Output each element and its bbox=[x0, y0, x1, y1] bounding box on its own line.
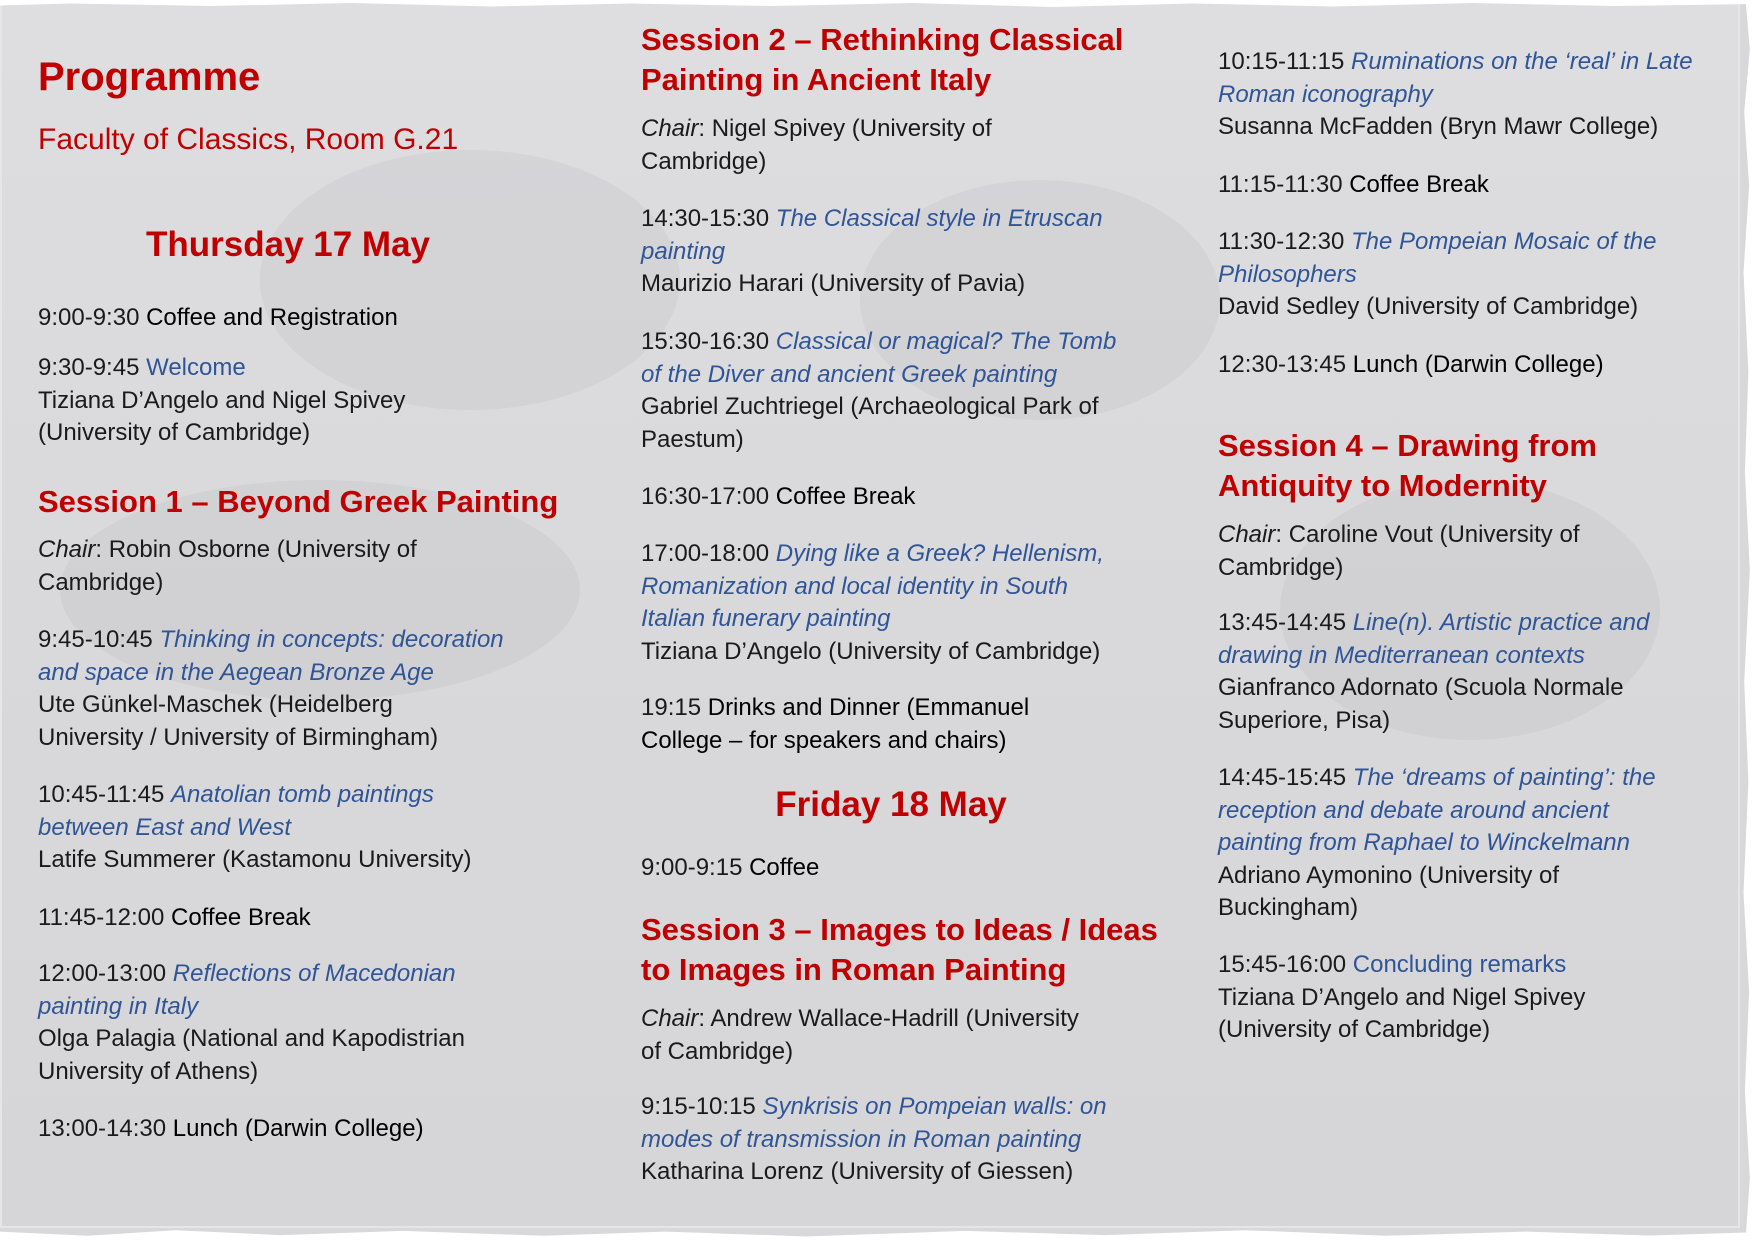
chair-affiliation: Cambridge) bbox=[38, 568, 164, 596]
programme-item bbox=[641, 481, 1161, 514]
chair-name: : Andrew Wallace-Hadrill (University bbox=[698, 1005, 1079, 1032]
talk-title: Classical or magical? The Tomb bbox=[775, 328, 1117, 355]
item-speaker: Buckingham) bbox=[1218, 894, 1359, 921]
item-speaker: Olga Palagia (National and Kapodistrian bbox=[38, 1025, 465, 1052]
talk-title: reception and debate around ancient bbox=[1218, 796, 1609, 824]
day-heading-thursday: Thursday 17 May bbox=[146, 225, 430, 264]
programme-item bbox=[1218, 169, 1728, 202]
chair-affiliation: Cambridge) bbox=[641, 147, 767, 175]
chair-label: Chair bbox=[641, 115, 699, 142]
session-4-heading: Session 4 – Drawing from bbox=[1218, 428, 1597, 463]
item-speaker: David Sedley (University of Cambridge) bbox=[1218, 293, 1639, 320]
programme-item bbox=[641, 203, 1161, 301]
item-event: Lunch (Darwin College) bbox=[172, 1115, 424, 1142]
talk-title: painting bbox=[641, 237, 726, 265]
item-time: 9:30-9:45 bbox=[38, 354, 140, 381]
programme-item bbox=[1218, 349, 1728, 382]
session-3-heading: Session 3 – Images to Ideas / Ideas bbox=[641, 912, 1158, 947]
programme-item bbox=[641, 538, 1161, 668]
session-chair bbox=[1218, 519, 1728, 584]
talk-title: drawing in Mediterranean contexts bbox=[1218, 641, 1585, 669]
programme-item bbox=[1218, 46, 1728, 144]
item-speaker: University of Athens) bbox=[38, 1057, 259, 1085]
torn-edge-right bbox=[1740, 0, 1754, 1240]
item-event: Coffee Break bbox=[775, 483, 916, 510]
chair-name: : Robin Osborne (University of bbox=[95, 536, 417, 563]
programme-item bbox=[1218, 949, 1728, 1047]
item-time: 9:15-10:15 bbox=[641, 1093, 756, 1120]
programme-item bbox=[38, 624, 578, 754]
item-time: 10:15-11:15 bbox=[1218, 48, 1345, 75]
page-title: Programme bbox=[38, 55, 261, 99]
day-heading-friday: Friday 18 May bbox=[775, 785, 1007, 824]
talk-title: Dying like a Greek? Hellenism, bbox=[775, 540, 1104, 567]
item-speaker: Maurizio Harari (University of Pavia) bbox=[641, 270, 1026, 297]
item-event: Lunch (Darwin College) bbox=[1352, 351, 1604, 378]
chair-name: : Nigel Spivey (University of bbox=[698, 115, 992, 142]
chair-label: Chair bbox=[38, 536, 96, 563]
talk-title: painting from Raphael to Winckelmann bbox=[1218, 829, 1630, 856]
item-time: 14:30-15:30 bbox=[641, 205, 770, 232]
programme-item bbox=[1218, 226, 1728, 324]
talk-title: of the Diver and ancient Greek painting bbox=[641, 360, 1058, 388]
item-time: 17:00-18:00 bbox=[641, 540, 770, 567]
programme-item bbox=[38, 958, 578, 1088]
item-time: 11:30-12:30 bbox=[1218, 228, 1345, 255]
item-time: 15:30-16:30 bbox=[641, 328, 770, 355]
session-chair bbox=[641, 113, 1161, 178]
item-time: 12:30-13:45 bbox=[1218, 351, 1347, 378]
talk-title: Thinking in concepts: decoration bbox=[159, 626, 504, 653]
chair-label: Chair bbox=[1218, 521, 1276, 548]
talk-title: painting in Italy bbox=[38, 992, 199, 1020]
talk-title: Line(n). Artistic practice and bbox=[1352, 609, 1650, 636]
talk-title: modes of transmission in Roman painting bbox=[641, 1125, 1082, 1153]
talk-title: The Pompeian Mosaic of the bbox=[1351, 228, 1657, 255]
item-time: 9:00-9:30 bbox=[38, 304, 140, 331]
programme-item bbox=[38, 302, 578, 335]
item-speaker: Gabriel Zuchtriegel (Archaeological Park of bbox=[641, 393, 1099, 420]
item-time: 13:45-14:45 bbox=[1218, 609, 1347, 636]
talk-title: between East and West bbox=[38, 813, 292, 841]
session-3-heading: to Images in Roman Painting bbox=[641, 952, 1067, 987]
item-time: 14:45-15:45 bbox=[1218, 764, 1347, 791]
programme-item bbox=[641, 1091, 1161, 1189]
item-event: Drinks and Dinner (Emmanuel bbox=[707, 694, 1030, 721]
item-speaker: Ute Günkel-Maschek (Heidelberg bbox=[38, 691, 393, 718]
programme-item bbox=[38, 352, 578, 450]
item-speaker: Tiziana D’Angelo and Nigel Spivey bbox=[1218, 983, 1586, 1011]
item-time: 11:15-11:30 bbox=[1218, 171, 1343, 198]
programme-item bbox=[641, 852, 1161, 885]
talk-title: Anatolian tomb paintings bbox=[171, 781, 434, 808]
talk-title: Synkrisis on Pompeian walls: on bbox=[762, 1093, 1107, 1120]
item-speaker: (University of Cambridge) bbox=[1218, 1016, 1491, 1043]
chair-affiliation: Cambridge) bbox=[1218, 553, 1344, 581]
item-speaker: Adriano Aymonino (University of bbox=[1218, 861, 1560, 889]
item-event: Coffee Break bbox=[171, 904, 311, 931]
talk-title: Ruminations on the ‘real’ in Late bbox=[1351, 48, 1693, 75]
session-chair bbox=[38, 534, 578, 599]
talk-title: Italian funerary painting bbox=[641, 605, 891, 632]
item-event: Coffee bbox=[749, 854, 820, 881]
item-time: 9:00-9:15 bbox=[641, 854, 743, 881]
session-chair bbox=[641, 1003, 1161, 1068]
talk-title: and space in the Aegean Bronze Age bbox=[38, 658, 434, 686]
item-speaker: Latife Summerer (Kastamonu University) bbox=[38, 846, 472, 873]
talk-title: The Classical style in Etruscan bbox=[775, 205, 1103, 232]
item-event: College – for speakers and chairs) bbox=[641, 726, 1007, 754]
programme-item bbox=[641, 326, 1161, 456]
item-speaker: Katharina Lorenz (University of Giessen) bbox=[641, 1158, 1074, 1185]
chair-affiliation: of Cambridge) bbox=[641, 1037, 794, 1065]
item-time: 10:45-11:45 bbox=[38, 781, 165, 808]
item-time: 11:45-12:00 bbox=[38, 904, 165, 931]
item-speaker: (University of Cambridge) bbox=[38, 419, 311, 446]
item-speaker: Superiore, Pisa) bbox=[1218, 706, 1391, 734]
talk-title: Romanization and local identity in South bbox=[641, 572, 1068, 600]
talk-title: Philosophers bbox=[1218, 260, 1357, 288]
torn-edge-bottom bbox=[0, 1226, 1754, 1240]
item-time: 13:00-14:30 bbox=[38, 1115, 167, 1142]
item-event: Coffee Break bbox=[1349, 171, 1489, 198]
programme-item bbox=[1218, 762, 1728, 925]
item-speaker: Tiziana D’Angelo and Nigel Spivey bbox=[38, 386, 406, 414]
talk-title: Reflections of Macedonian bbox=[172, 960, 456, 987]
session-2-heading: Painting in Ancient Italy bbox=[641, 62, 992, 97]
item-speaker: Tiziana D’Angelo (University of Cambridge) bbox=[641, 637, 1101, 665]
programme-item bbox=[38, 1113, 578, 1146]
item-time: 16:30-17:00 bbox=[641, 483, 770, 510]
chair-label: Chair bbox=[641, 1005, 699, 1032]
programme-item bbox=[1218, 607, 1728, 737]
venue: Faculty of Classics, Room G.21 bbox=[38, 123, 459, 156]
item-time: 12:00-13:00 bbox=[38, 960, 167, 987]
programme-item bbox=[38, 902, 578, 935]
item-speaker: Susanna McFadden (Bryn Mawr College) bbox=[1218, 113, 1659, 140]
item-event: Welcome bbox=[146, 354, 246, 381]
session-2-heading: Session 2 – Rethinking Classical bbox=[641, 22, 1124, 57]
item-speaker: Gianfranco Adornato (Scuola Normale bbox=[1218, 674, 1624, 701]
item-speaker: University / University of Birmingham) bbox=[38, 723, 439, 751]
programme-item bbox=[641, 692, 1161, 757]
item-time: 19:15 bbox=[641, 694, 702, 721]
item-time: 9:45-10:45 bbox=[38, 626, 153, 653]
talk-title: Roman iconography bbox=[1218, 80, 1433, 108]
chair-name: : Caroline Vout (University of bbox=[1275, 521, 1580, 548]
session-4-heading: Antiquity to Modernity bbox=[1218, 468, 1547, 503]
session-1-heading: Session 1 – Beyond Greek Painting bbox=[38, 484, 559, 519]
item-speaker: Paestum) bbox=[641, 425, 744, 453]
item-time: 15:45-16:00 bbox=[1218, 951, 1347, 978]
talk-title: The ‘dreams of painting’: the bbox=[1352, 764, 1656, 791]
item-event: Concluding remarks bbox=[1352, 951, 1567, 978]
item-event: Coffee and Registration bbox=[146, 304, 398, 331]
programme-item bbox=[38, 779, 578, 877]
